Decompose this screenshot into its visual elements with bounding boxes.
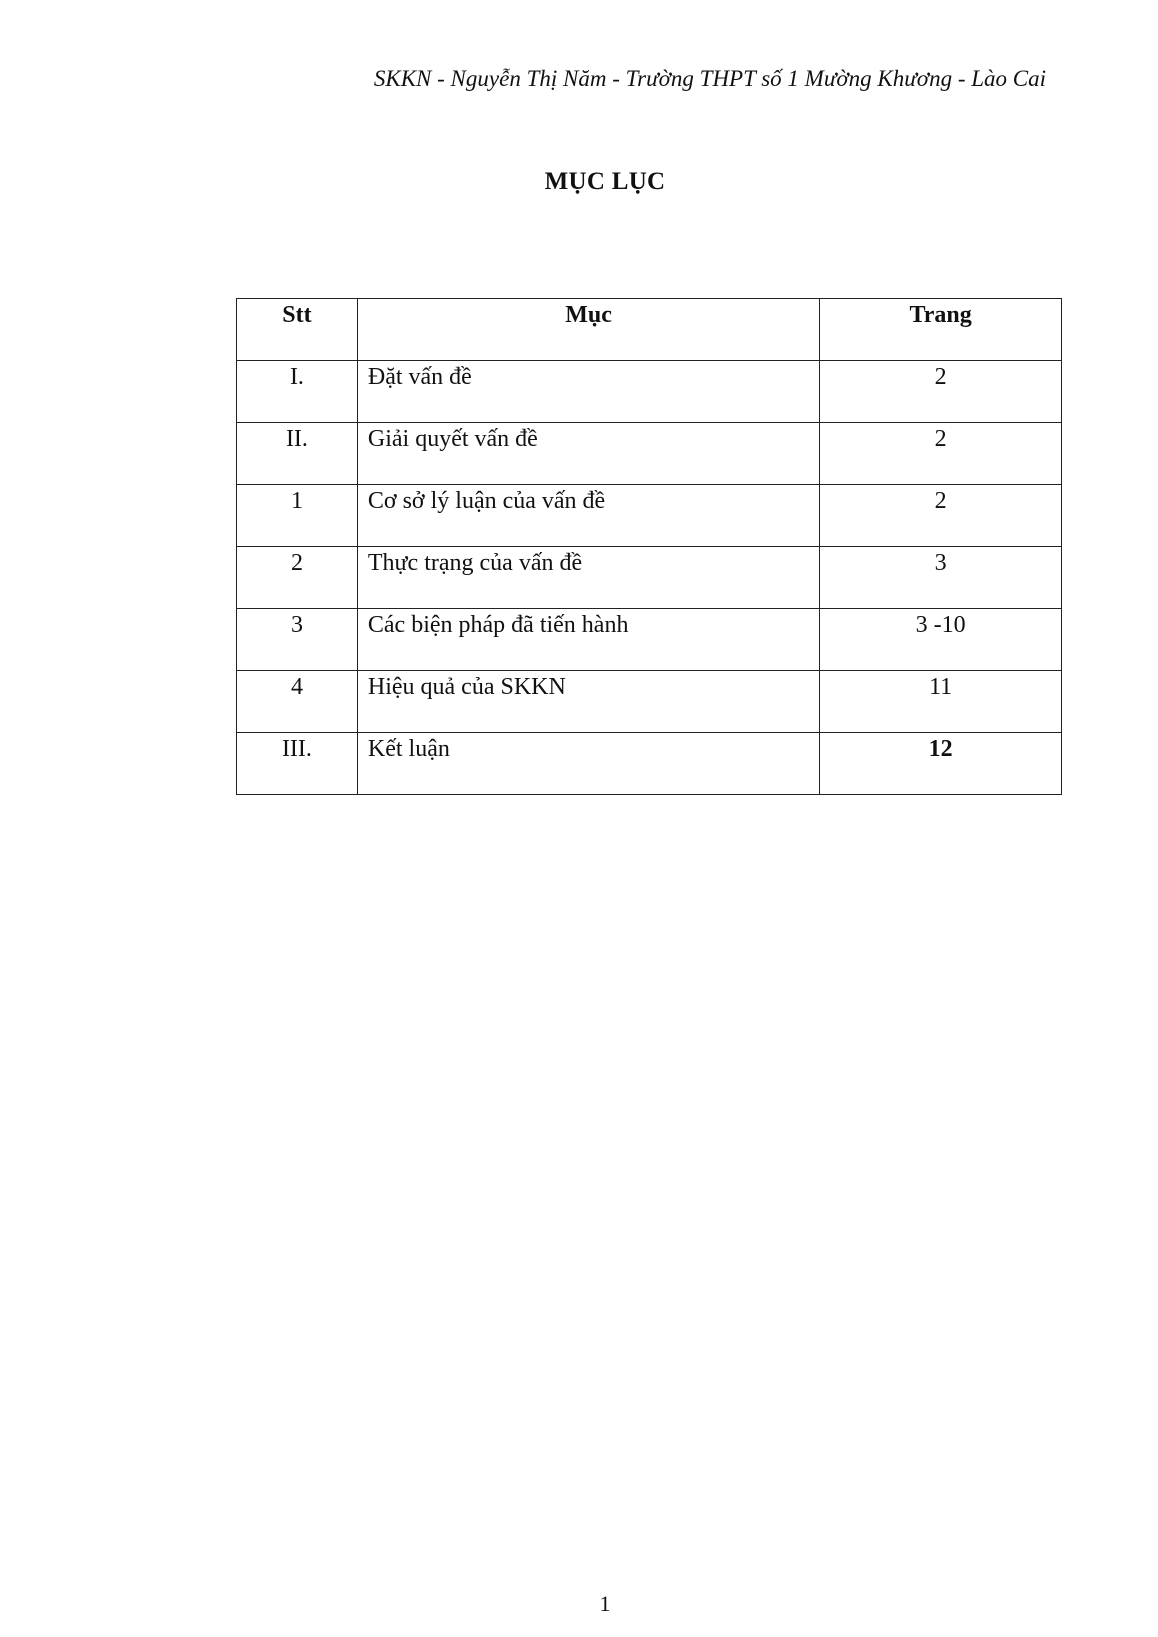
row-section: Thực trạng của vấn đề bbox=[357, 547, 819, 609]
row-page: 2 bbox=[820, 423, 1062, 485]
row-section: Cơ sở lý luận của vấn đề bbox=[357, 485, 819, 547]
table-row bbox=[237, 485, 1062, 547]
column-header-stt: Stt bbox=[237, 299, 358, 361]
table-row bbox=[237, 361, 1062, 423]
row-page: 3 bbox=[820, 547, 1062, 609]
row-section: Giải quyết vấn đề bbox=[357, 423, 819, 485]
column-header-muc: Mục bbox=[357, 299, 819, 361]
table-of-contents bbox=[236, 298, 1062, 795]
row-section: Các biện pháp đã tiến hành bbox=[357, 609, 819, 671]
row-page: 2 bbox=[820, 361, 1062, 423]
table-row bbox=[237, 547, 1062, 609]
row-page: 12 bbox=[820, 733, 1062, 795]
table-row bbox=[237, 671, 1062, 733]
page-title: MỤC LỤC bbox=[544, 168, 666, 195]
page-number: 1 bbox=[599, 1591, 611, 1616]
row-page: 2 bbox=[820, 485, 1062, 547]
row-page: 3 -10 bbox=[820, 609, 1062, 671]
page-header: SKKN - Nguyễn Thị Năm - Trường THPT số 1 Mường Khương - Lào Cai bbox=[373, 66, 1046, 91]
row-page: 11 bbox=[820, 671, 1062, 733]
table-row bbox=[237, 423, 1062, 485]
row-section: Đặt vấn đề bbox=[357, 361, 819, 423]
row-number: 3 bbox=[237, 609, 358, 671]
row-number: 1 bbox=[237, 485, 358, 547]
table-header-row bbox=[237, 299, 1062, 361]
row-number: 2 bbox=[237, 547, 358, 609]
column-header-trang: Trang bbox=[820, 299, 1062, 361]
row-number: 4 bbox=[237, 671, 358, 733]
table-row bbox=[237, 609, 1062, 671]
row-section: Kết luận bbox=[357, 733, 819, 795]
table-row bbox=[237, 733, 1062, 795]
row-number: III. bbox=[237, 733, 358, 795]
row-section: Hiệu quả của SKKN bbox=[357, 671, 819, 733]
row-number: II. bbox=[237, 423, 358, 485]
row-number: I. bbox=[237, 361, 358, 423]
